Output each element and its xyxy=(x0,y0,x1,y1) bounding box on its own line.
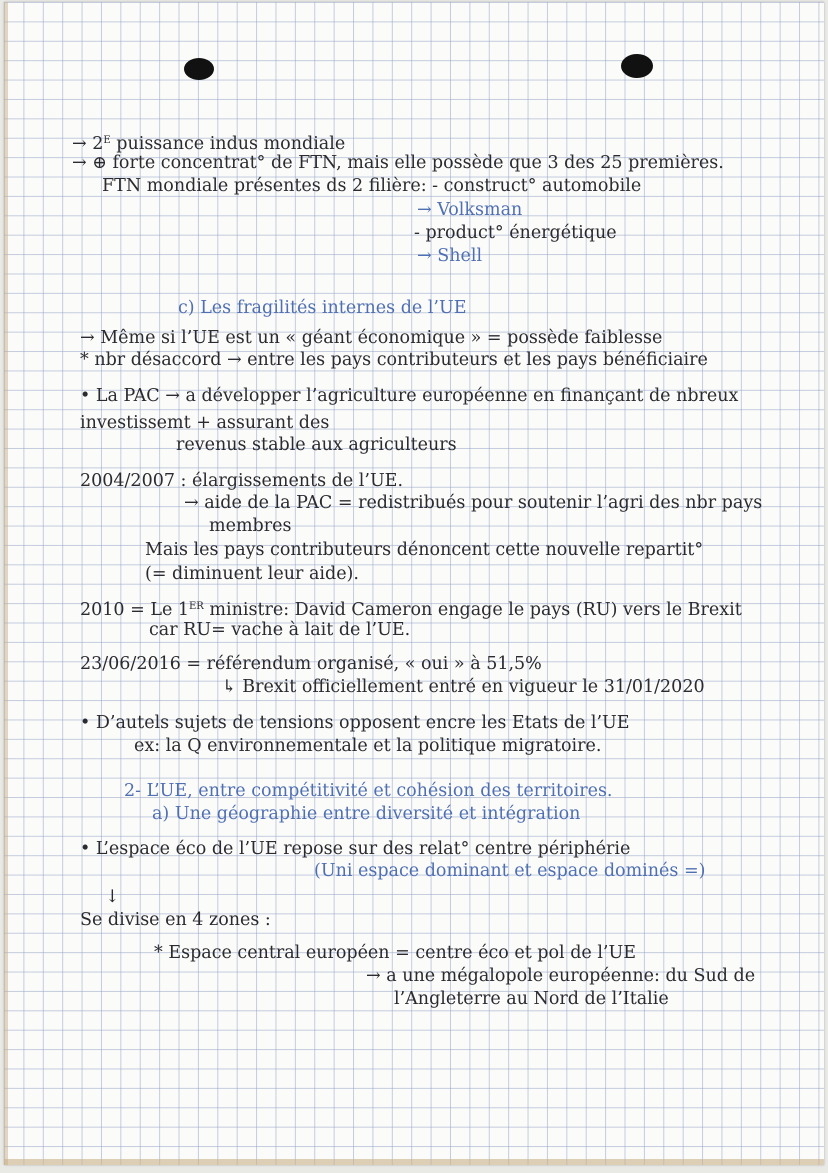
text-line: (= diminuent leur aide). xyxy=(145,564,359,584)
text-line: ex: la Q environnementale et la politique migratoire. xyxy=(134,736,602,756)
page-edge xyxy=(4,1159,824,1165)
text-line: ↳ Brexit officiellement entré en vigueur le 31/01/2020 xyxy=(222,677,705,697)
text-line: → a une mégalopole européenne: du Sud de xyxy=(366,966,756,986)
text-line: → $2^E$ puissance indus mondiale xyxy=(72,134,346,154)
text-line: FTN mondiale présentes ds 2 filière: - construct° automobile xyxy=(102,176,642,196)
punch-hole xyxy=(184,58,214,80)
arrow-down-icon: ↓ xyxy=(105,887,120,907)
text-line: 2010 = Le 1ER ministre: David Cameron engage le pays (RU) vers le Brexit xyxy=(80,600,742,620)
text-line: • La PAC → a développer l’agriculture européenne en finançant de nbreux xyxy=(80,386,739,406)
text-line: → Shell xyxy=(417,246,483,266)
text-line: • D’autels sujets de tensions opposent encre les Etats de l’UE xyxy=(80,713,630,733)
text-line: → aide de la PAC = redistribués pour soutenir l’agri des nbr pays xyxy=(184,493,763,513)
section-heading: c) Les fragilités internes de l’UE xyxy=(178,298,467,318)
text-line: - product° énergétique xyxy=(414,223,617,243)
text-line: → ⊕ forte concentrat° de FTN, mais elle possède que 3 des 25 premières. xyxy=(72,153,724,173)
text-line: Se divise en 4 zones : xyxy=(80,910,271,930)
text-line: membres xyxy=(209,516,292,536)
page-edge xyxy=(4,2,8,1165)
text-line: → Volksman xyxy=(417,200,523,220)
text-line: investissemt + assurant des xyxy=(80,413,330,433)
punch-hole xyxy=(621,54,653,78)
text-line: • L’espace éco de l’UE repose sur des relat° centre périphérie xyxy=(80,839,631,859)
text-line: (Uni espace dominant et espace dominés =) xyxy=(314,861,706,881)
subsection-heading: a) Une géographie entre diversité et intégration xyxy=(152,804,581,824)
text-line: * nbr désaccord → entre les pays contributeurs et les pays bénéficiaire xyxy=(80,350,708,370)
notebook-page xyxy=(4,2,824,1165)
text-line: car RU= vache à lait de l’UE. xyxy=(149,620,411,640)
text-line: Mais les pays contributeurs dénoncent cette nouvelle repartit° xyxy=(145,540,704,560)
text-line: 23/06/2016 = référendum organisé, « oui » à 51,5% xyxy=(80,654,542,674)
text-line: * Espace central européen = centre éco et pol de l’UE xyxy=(154,943,637,963)
text-line: → Même si l’UE est un « géant économique » = possède faiblesse xyxy=(80,328,663,348)
text-line: l’Angleterre au Nord de l’Italie xyxy=(394,989,669,1009)
section-heading: 2- L’UE, entre compétitivité et cohésion des territoires. xyxy=(124,781,613,801)
text-line: revenus stable aux agriculteurs xyxy=(176,435,457,455)
text-line: 2004/2007 : élargissements de l’UE. xyxy=(80,471,404,491)
